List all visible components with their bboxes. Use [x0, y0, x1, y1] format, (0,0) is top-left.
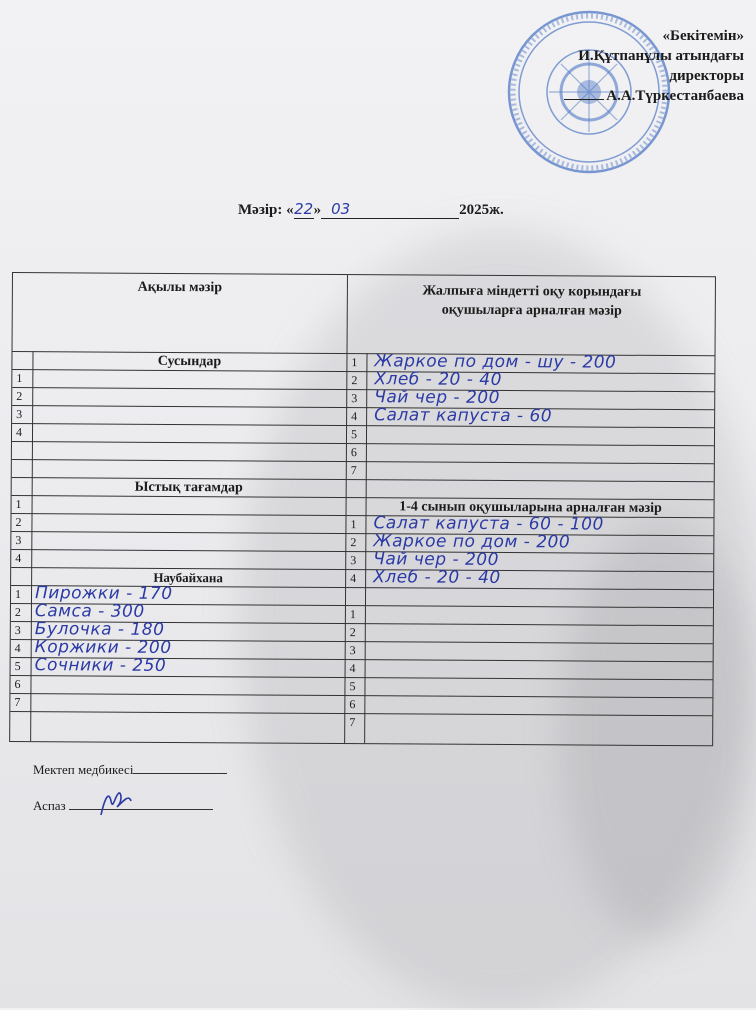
mandatory-menu-item: Чай чер - 200	[374, 387, 501, 408]
grades-menu-item: Салат капуста - 60 - 100	[373, 513, 604, 535]
row-line	[12, 423, 714, 428]
approval-block	[564, 26, 744, 106]
row-number: 3	[349, 643, 356, 658]
row-number: 4	[349, 661, 356, 676]
cook-signature	[95, 787, 135, 821]
mandatory-menu-item: Салат капуста - 60	[374, 405, 553, 427]
bakery-item: Пирожки - 170	[34, 583, 173, 604]
row-number: 6	[349, 697, 356, 712]
row-number: 5	[349, 679, 356, 694]
menu-date-prefix: Мәзір: «	[238, 202, 294, 218]
row-number: 4	[15, 425, 23, 440]
row-line	[11, 531, 713, 536]
row-number: 1	[351, 355, 358, 370]
right-number-divider	[364, 353, 367, 743]
row-line	[11, 549, 713, 554]
director-signature	[564, 99, 604, 100]
row-line	[10, 693, 712, 698]
nurse-signature-line	[33, 762, 227, 778]
bakery-section-title: Наубайхана	[153, 569, 223, 586]
row-number: 4	[350, 571, 357, 586]
approval-title: «Бекітемін»	[662, 28, 744, 44]
menu-table	[9, 272, 716, 746]
row-number: 2	[349, 625, 356, 640]
bakery-item: Коржики - 200	[34, 637, 172, 658]
director-name: А.А.Түркестанбаева	[606, 88, 744, 104]
row-number: 6	[14, 677, 21, 692]
approval-position: директоры	[669, 68, 744, 84]
grades-menu-item: Хлеб - 20 - 40	[373, 567, 501, 588]
menu-date-line	[238, 200, 504, 219]
row-number: 1	[15, 497, 22, 512]
bakery-item: Сочники - 250	[34, 655, 167, 676]
menu-date-month: 03	[321, 200, 459, 219]
row-number: 3	[350, 553, 357, 568]
row-line	[10, 711, 712, 716]
nurse-label: Мектеп медбикесі	[33, 762, 134, 777]
menu-date-day: 22	[294, 200, 314, 218]
row-number: 3	[16, 407, 23, 422]
row-number: 1	[16, 371, 23, 386]
row-number: 2	[351, 373, 358, 388]
row-number: 1	[350, 517, 357, 532]
row-number: 1	[14, 587, 22, 602]
mandatory-menu-item: Жаркое по дом - шу - 200	[374, 351, 617, 373]
grades-menu-item: Жаркое по дом - 200	[373, 531, 571, 553]
cook-label: Аспаз	[33, 798, 66, 813]
hot-meals-section-title: Ыстық тағамдар	[134, 479, 243, 496]
mandatory-menu-item: Хлеб - 20 - 40	[374, 369, 503, 390]
row-number: 3	[15, 533, 22, 548]
row-line	[12, 459, 714, 464]
menu-date-year: 2025ж.	[459, 202, 504, 218]
row-number: 5	[350, 427, 358, 442]
row-number: 2	[350, 535, 357, 550]
row-number: 7	[14, 695, 21, 710]
paid-menu-header: Ақылы мәзір	[137, 279, 223, 296]
row-number: 7	[349, 715, 356, 730]
row-number: 3	[351, 391, 358, 406]
left-number-divider	[30, 351, 33, 741]
row-line	[12, 405, 714, 410]
row-number: 2	[16, 389, 23, 404]
grades-1-4-section-title: 1-4 сынып оқушыларына арналған мәзір	[399, 499, 662, 516]
mandatory-menu-header: Жалпыға міндетті оқу корындағы оқушыларға арналған мәзір	[422, 283, 642, 319]
bakery-item: Самса - 300	[34, 601, 145, 622]
row-number: 4	[14, 641, 21, 656]
row-number: 2	[15, 515, 22, 530]
row-line	[12, 387, 714, 392]
row-number: 3	[14, 623, 21, 638]
row-number: 2	[14, 605, 21, 620]
row-line	[12, 441, 714, 446]
row-number: 4	[351, 409, 358, 424]
drinks-section-title: Сусындар	[157, 353, 222, 370]
cook-signature-line	[33, 798, 213, 814]
approval-school: И.Құтпанұлы атындағы	[578, 48, 744, 64]
row-number: 4	[15, 551, 22, 566]
row-line	[11, 675, 713, 680]
grades-menu-item: Чай чер - 200	[373, 549, 500, 570]
bakery-item: Булочка - 180	[34, 619, 165, 640]
row-number: 7	[350, 463, 357, 478]
row-number: 6	[350, 445, 357, 460]
menu-date-mid: »	[313, 202, 322, 218]
row-number: 1	[349, 607, 356, 622]
row-number: 5	[14, 659, 21, 674]
